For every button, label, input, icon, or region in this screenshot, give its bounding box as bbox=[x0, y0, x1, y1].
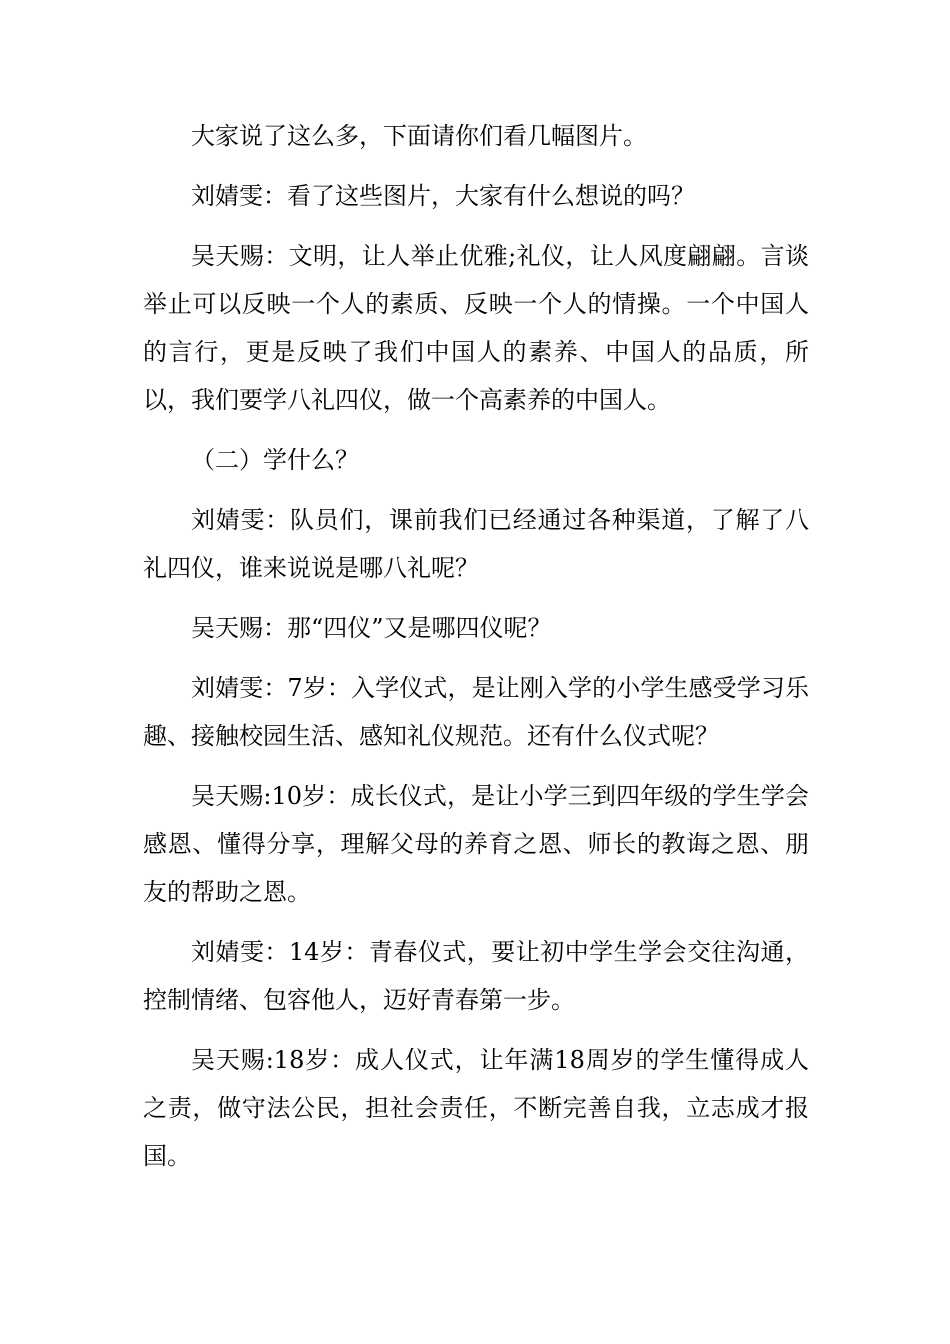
paragraph-dialogue: 刘婧雯：队员们，课前我们已经通过各种渠道，了解了八礼四仪，谁来说说是哪八礼呢？ bbox=[143, 506, 809, 582]
paragraph-dialogue: 刘婧雯：看了这些图片，大家有什么想说的吗？ bbox=[191, 182, 695, 210]
section-heading: （二）学什么？ bbox=[191, 446, 359, 474]
paragraph-dialogue: 吴天赐:18岁：成人仪式，让年满18周岁的学生懂得成人之责，做守法公民，担社会责任，不断完善自我，立志成才报国。 bbox=[143, 1046, 809, 1170]
paragraph-dialogue: 刘婧雯：14岁：青春仪式，要让初中学生学会交往沟通，控制情绪、包容他人，迈好青春第一步。 bbox=[143, 938, 809, 1014]
paragraph-intro: 大家说了这么多，下面请你们看几幅图片。 bbox=[191, 122, 647, 150]
document-body bbox=[143, 112, 809, 1180]
paragraph-dialogue: 吴天赐:10岁：成长仪式，是让小学三到四年级的学生学会感恩、懂得分享，理解父母的养育之恩、师长的教诲之恩、朋友的帮助之恩。 bbox=[143, 782, 809, 906]
paragraph-dialogue: 刘婧雯：7岁：入学仪式，是让刚入学的小学生感受学习乐趣、接触校园生活、感知礼仪规范。还有什么仪式呢？ bbox=[143, 674, 809, 750]
paragraph-dialogue: 吴天赐：那“四仪”又是哪四仪呢？ bbox=[191, 614, 552, 642]
paragraph-dialogue: 吴天赐：文明，让人举止优雅;礼仪，让人风度翩翩。言谈举止可以反映一个人的素质、反映一个人的情操。一个中国人的言行，更是反映了我们中国人的素养、中国人的品质，所以，我们要学八礼四仪，做一个高素养的中国人。 bbox=[143, 242, 809, 414]
